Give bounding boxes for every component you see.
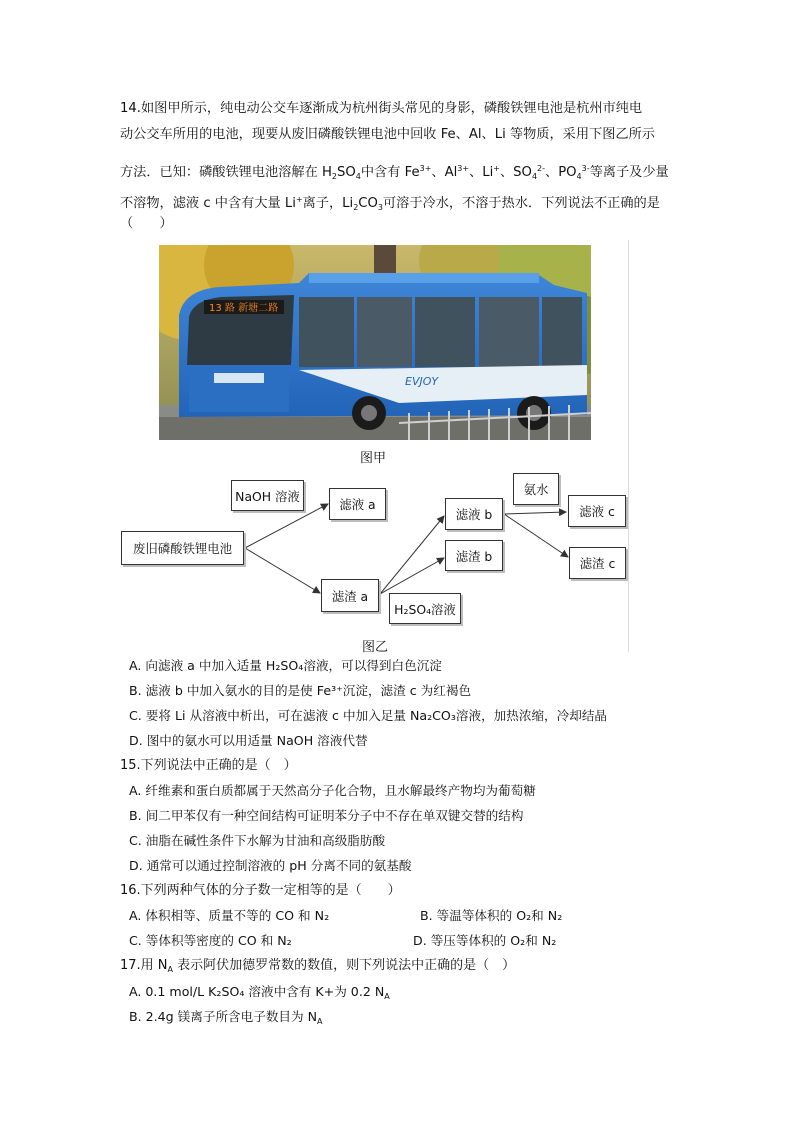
q14-line-3: 方法．已知：磷酸铁锂电池溶解在 $H_2SO_4$中含有 $Fe^{3+}$、$Al^{3+}$、Li+、$SO_4^{2-}$、$PO_4^{3-}$等离子及少量 xyxy=(120,164,669,181)
q15-option-b[interactable]: B. 间二甲苯仅有一种空间结构可证明苯分子中不存在单双键交替的结构 xyxy=(129,808,524,823)
q14-option-b[interactable]: B. 滤液 b 中加入氨水的目的是使 Fe³⁺沉淀，滤渣 c 为红褐色 xyxy=(129,683,472,698)
q16-option-c[interactable]: C. 等体积等密度的 CO 和 N₂ xyxy=(129,933,292,948)
q14-option-a[interactable]: A. 向滤液 a 中加入适量 H₂SO₄溶液，可以得到白色沉淀 xyxy=(129,658,442,673)
q16-option-a[interactable]: A. 体积相等、质量不等的 CO 和 N₂ xyxy=(129,908,330,923)
waste-battery-box: 废旧磷酸铁锂电池 xyxy=(121,531,244,565)
filtrate-c-box: 滤液 c xyxy=(568,495,626,527)
q15-stem: 15.下列说法中正确的是（ ） xyxy=(120,758,297,773)
q17-option-a[interactable]: A. 0.1 mol/L K₂SO₄ 溶液中含有 K+为 0.2 $N_A$ xyxy=(129,984,390,1001)
residue-c-box: 滤渣 c xyxy=(569,547,626,579)
q17-option-b[interactable]: B. 2.4g 镁离子所含电子数目为 $N_A$ xyxy=(129,1009,323,1026)
q15-option-d[interactable]: D. 通常可以通过控制溶液的 pH 分离不同的氨基酸 xyxy=(129,858,412,873)
bus-brand-text: EVJOY xyxy=(405,375,439,388)
q14-line-2: 动公交车所用的电池，现要从废旧磷酸铁锂电池中回收 Fe、Al、Li 等物质，采用下图乙所示 xyxy=(120,127,655,142)
q16-option-b[interactable]: B. 等温等体积的 O₂和 N₂ xyxy=(420,908,563,923)
q16-option-d[interactable]: D. 等压等体积的 O₂和 N₂ xyxy=(413,933,557,948)
filtrate-a-box: 滤液 a xyxy=(329,488,386,520)
q14-line-4: 不溶物，滤液 c 中含有大量 Li+离子，$Li_2CO_3$可溶于冷水，不溶于热水．下列说法不正确的是 xyxy=(120,195,660,212)
residue-a-box: 滤渣 a xyxy=(321,579,379,612)
q15-option-a[interactable]: A. 纤维素和蛋白质都属于天然高分子化合物，且水解最终产物均为葡萄糖 xyxy=(129,783,536,798)
ammonia-box: 氨水 xyxy=(513,473,559,505)
figure-a-caption: 图甲 xyxy=(360,451,387,466)
q15-option-c[interactable]: C. 油脂在碱性条件下水解为甘油和高级脂肪酸 xyxy=(129,833,386,848)
bus-route-sign: 13 路 新塘二路 xyxy=(209,303,279,314)
residue-b-box: 滤渣 b xyxy=(445,540,503,571)
q14-line-5: （ ） xyxy=(120,216,173,231)
q14-line-1: 14.如图甲所示，纯电动公交车逐渐成为杭州街头常见的身影，磷酸铁锂电池是杭州市纯电 xyxy=(120,101,643,116)
q14-option-d[interactable]: D. 图中的氨水可以用适量 NaOH 溶液代替 xyxy=(129,733,368,748)
q16-stem: 16.下列两种气体的分子数一定相等的是（ ） xyxy=(120,883,401,898)
figure-b-caption: 图乙 xyxy=(362,640,389,655)
h2so4-solution-box: H₂SO₄溶液 xyxy=(389,593,461,624)
filtrate-b-box: 滤液 b xyxy=(445,498,503,530)
q14-option-c[interactable]: C. 要将 Li 从溶液中析出，可在滤液 c 中加入足量 Na₂CO₃溶液，加热浓缩，冷却结晶 xyxy=(129,708,608,723)
naoh-solution-box: NaOH 溶液 xyxy=(231,480,304,511)
q17-stem: 17.用 $N_A$ 表示阿伏加德罗常数的数值，则下列说法中正确的是（ ） xyxy=(120,958,516,974)
